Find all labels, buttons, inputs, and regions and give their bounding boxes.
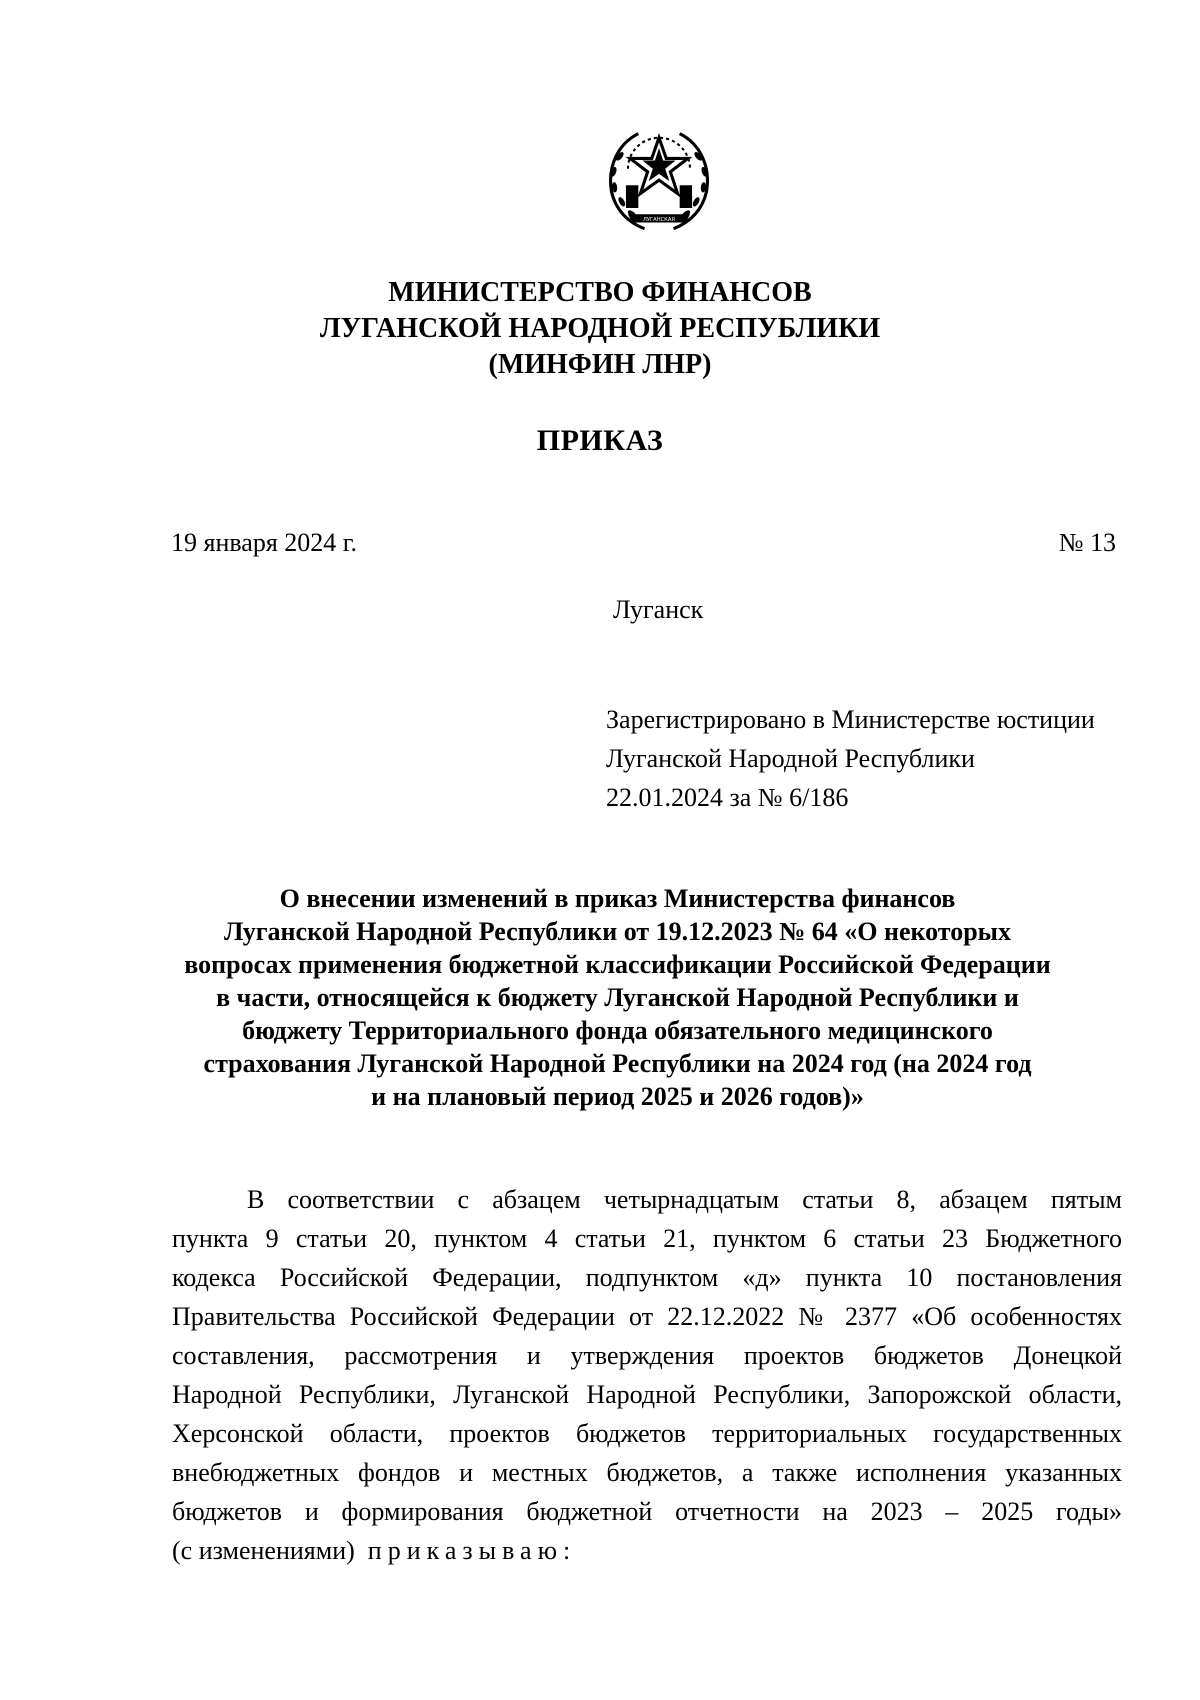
- subject-line: страхования Луганской Народной Республики на 2024 год (на 2024 год: [203, 1049, 1032, 1078]
- body-line: Народной Республики, Луганской Народной Республики, Запорожской области,: [172, 1380, 1122, 1409]
- body-last-line: [172, 1531, 1122, 1570]
- order-number: № 13: [1058, 528, 1116, 557]
- order-date: 19 января 2024 г.: [171, 528, 358, 557]
- registration-note: [606, 700, 1095, 817]
- body-line: Правительства Российской Федерации от 22.12.2022 № 2377 «Об особенностях: [172, 1302, 1122, 1331]
- body-last-line-prefix: (с изменениями): [172, 1536, 355, 1565]
- subject-line: в части, относящейся к бюджету Луганской Народной Республики и: [216, 983, 1019, 1012]
- svg-text:ЛУГАНСКАЯ: ЛУГАНСКАЯ: [643, 216, 675, 223]
- ministry-name-line2: ЛУГАНСКОЙ НАРОДНОЙ РЕСПУБЛИКИ: [319, 313, 881, 344]
- body-line: пункта 9 статьи 20, пунктом 4 статьи 21, пунктом 6 статьи 23 Бюджетного: [172, 1224, 1122, 1253]
- ministry-name-line3: (МИНФИН ЛНР): [488, 349, 712, 380]
- subject-line: О внесении изменений в приказ Министерства финансов: [279, 884, 956, 913]
- coat-of-arms-emblem: [597, 115, 721, 239]
- body-line: внебюджетных фондов и местных бюджетов, а также исполнения указанных: [172, 1458, 1122, 1487]
- document-type-title: ПРИКАЗ: [536, 424, 664, 457]
- preamble-paragraph: [172, 1180, 1122, 1570]
- registration-line2: Луганской Народной Республики: [606, 744, 975, 773]
- ministry-name: [0, 275, 1200, 383]
- body-line: Херсонской области, проектов бюджетов территориальных государственных: [172, 1419, 1122, 1448]
- ministry-name-line1: МИНИСТЕРСТВО ФИНАНСОВ: [388, 277, 812, 308]
- registration-line3: 22.01.2024 за № 6/186: [606, 783, 849, 812]
- body-line: В соответствии с абзацем четырнадцатым статьи 8, абзацем пятым: [247, 1185, 1122, 1214]
- subject-line: бюджету Территориального фонда обязательного медицинского: [242, 1016, 993, 1045]
- body-line: составления, рассмотрения и утверждения проектов бюджетов Донецкой: [172, 1341, 1122, 1370]
- subject-line: вопросах применения бюджетной классификации Российской Федерации: [184, 950, 1051, 979]
- registration-line1: Зарегистрировано в Министерстве юстиции: [606, 705, 1095, 734]
- order-directive-word: приказываю:: [367, 1536, 577, 1565]
- body-line: кодекса Российской Федерации, подпунктом «д» пункта 10 постановления: [172, 1263, 1122, 1292]
- subject-line: Луганской Народной Республики от 19.12.2023 № 64 «О некоторых: [224, 917, 1011, 946]
- order-city: Луганск: [613, 595, 704, 624]
- order-subject: [150, 882, 1085, 1113]
- body-line: бюджетов и формирования бюджетной отчетности на 2023 – 2025 годы»: [172, 1497, 1122, 1526]
- subject-line: и на плановый период 2025 и 2026 годов)»: [371, 1082, 864, 1111]
